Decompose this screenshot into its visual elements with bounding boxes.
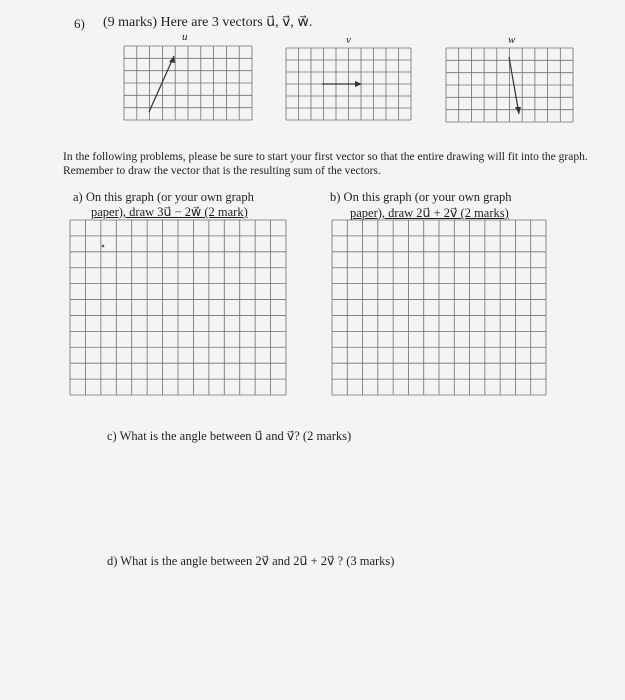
question-heading: [103, 14, 312, 31]
part-a-line2: paper), draw 3u⃗ − 2w⃗ (2 mark): [91, 205, 248, 219]
grid-lines: [332, 220, 546, 395]
grid-part-b: [331, 219, 547, 396]
part-d: d) What is the angle between 2v⃗ and 2u⃗ + 2v⃗ ? (3 marks): [107, 554, 395, 568]
vector-w-label: w⃗: [508, 34, 524, 46]
grid-lines: [124, 46, 252, 120]
grid-vector-v: [285, 47, 412, 121]
part-a-line1: a) On this graph (or your own graph: [73, 190, 254, 204]
vector-v-label: v⃗: [346, 34, 360, 46]
heading-vectors: u⃗, v⃗, w⃗.: [266, 15, 313, 30]
grid-vector-u: [123, 45, 253, 121]
part-b-line1: b) On this graph (or your own graph: [330, 190, 512, 204]
part-b-line2: paper), draw 2u⃗ + 2v⃗ (2 marks): [350, 206, 509, 220]
vector-u-arrowhead: [169, 56, 175, 63]
heading-text: (9 marks) Here are 3 vectors: [103, 15, 267, 30]
vector-u-label: u⃗: [182, 31, 197, 43]
vector-u-arrow: [149, 56, 174, 112]
part-c: c) What is the angle between u⃗ and v⃗? (2 marks): [107, 429, 352, 443]
instructions: In the following problems, please be sure to start your first vector so that the entire drawing will fit into the graph. Remember to draw the vector that is the resulting sum of the vectors.: [63, 151, 588, 177]
grid-dot: [102, 245, 105, 248]
vector-w-arrow: [509, 57, 519, 114]
question-number: 6): [74, 16, 85, 31]
vector-w-arrowhead: [515, 107, 521, 114]
grid-vector-w: [445, 47, 574, 123]
grid-part-a: [69, 219, 287, 396]
